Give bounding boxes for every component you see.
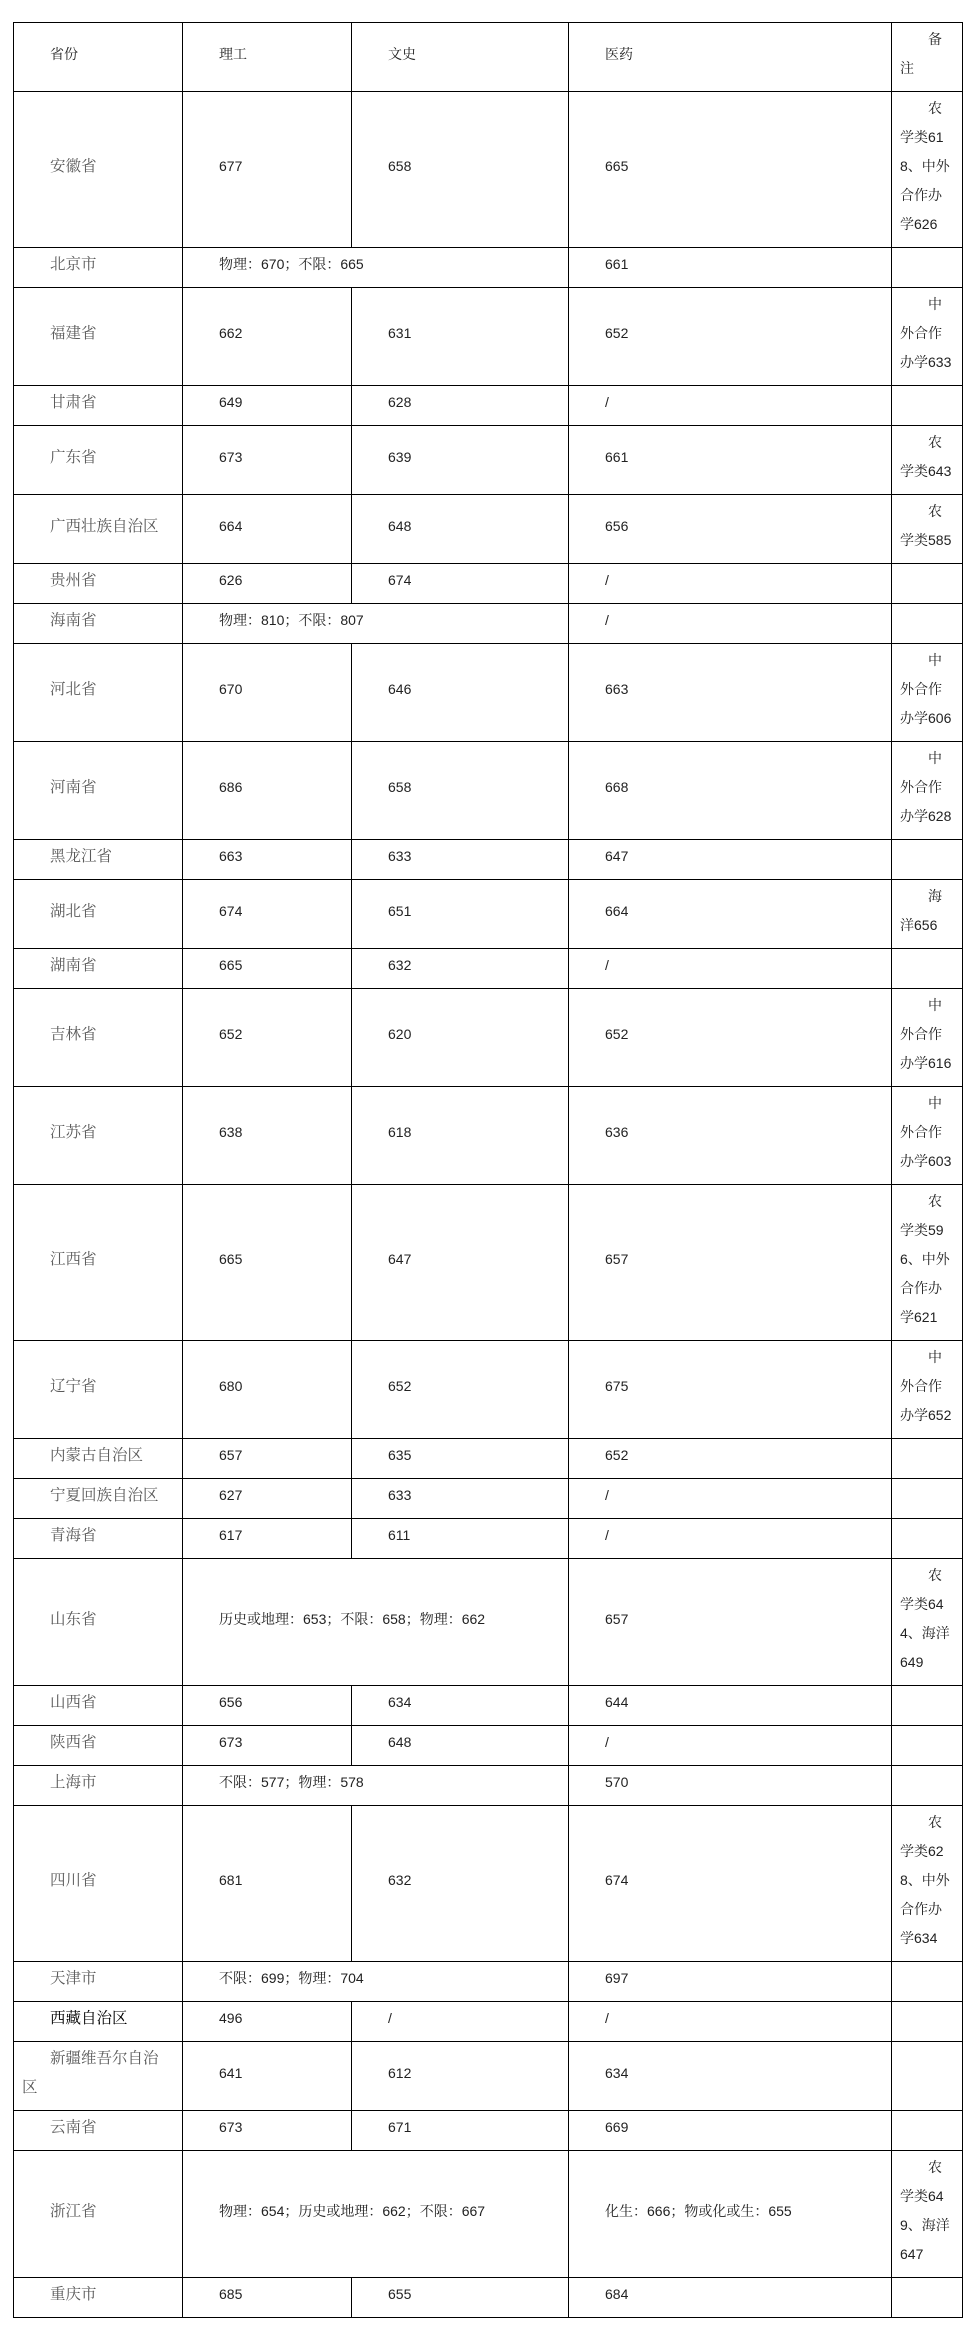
science-liberal-arts-combined-cell: 物理：810；不限：807 bbox=[183, 604, 569, 644]
table-row bbox=[14, 1185, 963, 1341]
medicine-score-cell: 664 bbox=[569, 880, 892, 949]
province-name: 西藏自治区 bbox=[50, 2010, 128, 2027]
province-cell bbox=[14, 840, 183, 880]
province-cell bbox=[14, 2002, 183, 2042]
province-cell bbox=[14, 2151, 183, 2278]
province-cell bbox=[14, 604, 183, 644]
science-liberal-arts-combined-cell: 物理：654；历史或地理：662；不限：667 bbox=[183, 2151, 569, 2278]
notes-cell bbox=[892, 1479, 963, 1519]
notes-cell: 中外合作办学606 bbox=[892, 644, 963, 742]
medicine-score-cell: / bbox=[569, 564, 892, 604]
liberal-arts-score-cell: 671 bbox=[352, 2111, 569, 2151]
notes-cell bbox=[892, 1726, 963, 1766]
liberal-arts-score-cell: 632 bbox=[352, 949, 569, 989]
province-name: 安徽省 bbox=[50, 158, 97, 175]
science-score-cell: 496 bbox=[183, 2002, 352, 2042]
table-row bbox=[14, 2002, 963, 2042]
table-row bbox=[14, 248, 963, 288]
liberal-arts-score-cell: 633 bbox=[352, 1479, 569, 1519]
province-name: 青海省 bbox=[50, 1527, 97, 1544]
province-name: 上海市 bbox=[50, 1774, 97, 1791]
medicine-score-cell: 661 bbox=[569, 248, 892, 288]
medicine-score-cell: 675 bbox=[569, 1341, 892, 1439]
science-score-cell: 657 bbox=[183, 1439, 352, 1479]
notes-cell bbox=[892, 1962, 963, 2002]
medicine-score-cell: 652 bbox=[569, 989, 892, 1087]
notes-cell bbox=[892, 949, 963, 989]
science-score-cell: 626 bbox=[183, 564, 352, 604]
table-row bbox=[14, 840, 963, 880]
medicine-score-cell: / bbox=[569, 1519, 892, 1559]
table-row bbox=[14, 1686, 963, 1726]
province-cell bbox=[14, 288, 183, 386]
province-name: 浙江省 bbox=[50, 2202, 97, 2220]
notes-cell bbox=[892, 564, 963, 604]
notes-cell bbox=[892, 2042, 963, 2111]
science-score-cell: 638 bbox=[183, 1087, 352, 1185]
header-province: 省份 bbox=[14, 23, 183, 92]
science-score-cell: 673 bbox=[183, 2111, 352, 2151]
notes-cell: 中外合作办学628 bbox=[892, 742, 963, 840]
liberal-arts-score-cell: 631 bbox=[352, 288, 569, 386]
notes-cell: 中外合作办学652 bbox=[892, 1341, 963, 1439]
province-cell bbox=[14, 1185, 183, 1341]
province-name: 天津市 bbox=[50, 1970, 97, 1987]
liberal-arts-score-cell: 674 bbox=[352, 564, 569, 604]
liberal-arts-score-cell: 658 bbox=[352, 742, 569, 840]
table-row bbox=[14, 1806, 963, 1962]
science-score-cell: 674 bbox=[183, 880, 352, 949]
notes-cell bbox=[892, 386, 963, 426]
medicine-score-cell: 684 bbox=[569, 2278, 892, 2318]
medicine-score-cell: / bbox=[569, 1479, 892, 1519]
notes-cell: 农学类585 bbox=[892, 495, 963, 564]
table-row bbox=[14, 288, 963, 386]
medicine-score-cell: 668 bbox=[569, 742, 892, 840]
province-name: 重庆市 bbox=[50, 2286, 97, 2303]
table-row bbox=[14, 1341, 963, 1439]
table-row bbox=[14, 989, 963, 1087]
medicine-score-cell: 656 bbox=[569, 495, 892, 564]
province-cell bbox=[14, 1439, 183, 1479]
province-cell bbox=[14, 495, 183, 564]
header-liberal-arts: 文史 bbox=[352, 23, 569, 92]
province-name: 湖北省 bbox=[50, 902, 97, 920]
science-score-cell: 641 bbox=[183, 2042, 352, 2111]
province-cell bbox=[14, 2111, 183, 2151]
liberal-arts-score-cell: 646 bbox=[352, 644, 569, 742]
liberal-arts-score-cell: 628 bbox=[352, 386, 569, 426]
medicine-score-cell: 652 bbox=[569, 288, 892, 386]
province-cell bbox=[14, 92, 183, 248]
liberal-arts-score-cell: 648 bbox=[352, 495, 569, 564]
liberal-arts-score-cell: 648 bbox=[352, 1726, 569, 1766]
province-name: 河北省 bbox=[50, 681, 97, 698]
table-row bbox=[14, 2278, 963, 2318]
notes-cell bbox=[892, 2111, 963, 2151]
province-name: 贵州省 bbox=[50, 572, 97, 589]
table-row bbox=[14, 1559, 963, 1686]
notes-cell: 农学类649、海洋647 bbox=[892, 2151, 963, 2278]
table-row bbox=[14, 604, 963, 644]
medicine-score-cell: / bbox=[569, 386, 892, 426]
liberal-arts-score-cell: 647 bbox=[352, 1185, 569, 1341]
science-liberal-arts-combined-cell: 物理：670；不限：665 bbox=[183, 248, 569, 288]
header-science: 理工 bbox=[183, 23, 352, 92]
table-row bbox=[14, 742, 963, 840]
medicine-score-cell: 657 bbox=[569, 1185, 892, 1341]
science-score-cell: 617 bbox=[183, 1519, 352, 1559]
liberal-arts-score-cell: 611 bbox=[352, 1519, 569, 1559]
province-name: 广西壮族自治区 bbox=[50, 517, 159, 535]
science-score-cell: 673 bbox=[183, 426, 352, 495]
science-score-cell: 662 bbox=[183, 288, 352, 386]
medicine-score-cell: 570 bbox=[569, 1766, 892, 1806]
table-row bbox=[14, 1962, 963, 2002]
table-row bbox=[14, 495, 963, 564]
science-score-cell: 670 bbox=[183, 644, 352, 742]
notes-cell bbox=[892, 248, 963, 288]
notes-cell: 中外合作办学603 bbox=[892, 1087, 963, 1185]
medicine-score-cell: 634 bbox=[569, 2042, 892, 2111]
province-cell bbox=[14, 949, 183, 989]
table-row bbox=[14, 564, 963, 604]
medicine-score-cell: 644 bbox=[569, 1686, 892, 1726]
province-cell bbox=[14, 426, 183, 495]
province-cell bbox=[14, 386, 183, 426]
science-liberal-arts-combined-cell: 不限：577；物理：578 bbox=[183, 1766, 569, 1806]
table-row bbox=[14, 1726, 963, 1766]
notes-cell: 海洋656 bbox=[892, 880, 963, 949]
notes-cell bbox=[892, 2278, 963, 2318]
science-score-cell: 656 bbox=[183, 1686, 352, 1726]
science-score-cell: 663 bbox=[183, 840, 352, 880]
medicine-score-cell: 657 bbox=[569, 1559, 892, 1686]
notes-cell bbox=[892, 2002, 963, 2042]
province-name: 山西省 bbox=[50, 1694, 97, 1711]
province-name: 黑龙江省 bbox=[50, 848, 113, 865]
table-row bbox=[14, 426, 963, 495]
province-name: 广东省 bbox=[50, 448, 97, 466]
notes-cell: 中外合作办学616 bbox=[892, 989, 963, 1087]
province-cell bbox=[14, 1519, 183, 1559]
table-header-row bbox=[14, 23, 963, 92]
province-name: 湖南省 bbox=[50, 957, 97, 974]
province-cell bbox=[14, 2278, 183, 2318]
medicine-score-cell: 697 bbox=[569, 1962, 892, 2002]
notes-cell bbox=[892, 604, 963, 644]
science-score-cell: 685 bbox=[183, 2278, 352, 2318]
province-cell bbox=[14, 1341, 183, 1439]
science-liberal-arts-combined-cell: 不限：699；物理：704 bbox=[183, 1962, 569, 2002]
province-cell bbox=[14, 1806, 183, 1962]
science-score-cell: 627 bbox=[183, 1479, 352, 1519]
province-cell bbox=[14, 880, 183, 949]
medicine-score-cell: 663 bbox=[569, 644, 892, 742]
liberal-arts-score-cell: 612 bbox=[352, 2042, 569, 2111]
science-score-cell: 652 bbox=[183, 989, 352, 1087]
table-row bbox=[14, 1479, 963, 1519]
province-cell bbox=[14, 1766, 183, 1806]
liberal-arts-score-cell: 658 bbox=[352, 92, 569, 248]
province-name: 北京市 bbox=[50, 256, 97, 273]
province-cell bbox=[14, 1559, 183, 1686]
province-cell bbox=[14, 742, 183, 840]
medicine-score-cell: / bbox=[569, 604, 892, 644]
notes-cell: 农学类618、中外合作办学626 bbox=[892, 92, 963, 248]
medicine-score-cell: 化生：666；物或化或生：655 bbox=[569, 2151, 892, 2278]
province-name: 江西省 bbox=[50, 1251, 97, 1268]
medicine-score-cell: 647 bbox=[569, 840, 892, 880]
science-score-cell: 664 bbox=[183, 495, 352, 564]
province-cell bbox=[14, 1479, 183, 1519]
province-name: 四川省 bbox=[50, 1872, 97, 1889]
science-score-cell: 665 bbox=[183, 949, 352, 989]
province-cell bbox=[14, 2042, 183, 2111]
table-row bbox=[14, 92, 963, 248]
medicine-score-cell: 674 bbox=[569, 1806, 892, 1962]
province-name: 甘肃省 bbox=[50, 394, 97, 411]
notes-cell bbox=[892, 1519, 963, 1559]
table-row bbox=[14, 2151, 963, 2278]
liberal-arts-score-cell: 652 bbox=[352, 1341, 569, 1439]
notes-cell bbox=[892, 840, 963, 880]
liberal-arts-score-cell: 633 bbox=[352, 840, 569, 880]
province-cell bbox=[14, 1087, 183, 1185]
province-name: 辽宁省 bbox=[50, 1378, 97, 1395]
province-cell bbox=[14, 989, 183, 1087]
medicine-score-cell: 636 bbox=[569, 1087, 892, 1185]
province-name: 海南省 bbox=[50, 612, 97, 629]
province-cell bbox=[14, 564, 183, 604]
liberal-arts-score-cell: 634 bbox=[352, 1686, 569, 1726]
province-name: 内蒙古自治区 bbox=[50, 1447, 144, 1464]
table-row bbox=[14, 1087, 963, 1185]
notes-cell bbox=[892, 1686, 963, 1726]
medicine-score-cell: 661 bbox=[569, 426, 892, 495]
table-row bbox=[14, 880, 963, 949]
header-medicine: 医药 bbox=[569, 23, 892, 92]
science-score-cell: 665 bbox=[183, 1185, 352, 1341]
notes-cell: 农学类628、中外合作办学634 bbox=[892, 1806, 963, 1962]
science-liberal-arts-combined-cell: 历史或地理：653；不限：658；物理：662 bbox=[183, 1559, 569, 1686]
province-cell bbox=[14, 644, 183, 742]
medicine-score-cell: 652 bbox=[569, 1439, 892, 1479]
table-row bbox=[14, 644, 963, 742]
province-cell bbox=[14, 1726, 183, 1766]
liberal-arts-score-cell: 635 bbox=[352, 1439, 569, 1479]
science-score-cell: 649 bbox=[183, 386, 352, 426]
liberal-arts-score-cell: 655 bbox=[352, 2278, 569, 2318]
admission-scores-table bbox=[13, 22, 963, 2318]
liberal-arts-score-cell: 651 bbox=[352, 880, 569, 949]
medicine-score-cell: 669 bbox=[569, 2111, 892, 2151]
province-name: 河南省 bbox=[50, 779, 97, 796]
science-score-cell: 673 bbox=[183, 1726, 352, 1766]
table-row bbox=[14, 1766, 963, 1806]
notes-cell: 中外合作办学633 bbox=[892, 288, 963, 386]
province-name: 陕西省 bbox=[50, 1734, 97, 1751]
notes-cell bbox=[892, 1439, 963, 1479]
liberal-arts-score-cell: / bbox=[352, 2002, 569, 2042]
medicine-score-cell: / bbox=[569, 2002, 892, 2042]
science-score-cell: 686 bbox=[183, 742, 352, 840]
science-score-cell: 680 bbox=[183, 1341, 352, 1439]
liberal-arts-score-cell: 618 bbox=[352, 1087, 569, 1185]
province-name: 山东省 bbox=[50, 1610, 97, 1628]
table-row bbox=[14, 2111, 963, 2151]
science-score-cell: 677 bbox=[183, 92, 352, 248]
province-name: 宁夏回族自治区 bbox=[50, 1487, 159, 1504]
notes-cell: 农学类643 bbox=[892, 426, 963, 495]
medicine-score-cell: / bbox=[569, 949, 892, 989]
liberal-arts-score-cell: 639 bbox=[352, 426, 569, 495]
table-row bbox=[14, 1519, 963, 1559]
province-cell bbox=[14, 1686, 183, 1726]
science-score-cell: 681 bbox=[183, 1806, 352, 1962]
province-name: 福建省 bbox=[50, 325, 97, 342]
province-cell bbox=[14, 1962, 183, 2002]
medicine-score-cell: 665 bbox=[569, 92, 892, 248]
header-notes: 备注 bbox=[892, 23, 963, 92]
liberal-arts-score-cell: 620 bbox=[352, 989, 569, 1087]
province-cell bbox=[14, 248, 183, 288]
table-row bbox=[14, 949, 963, 989]
table-row bbox=[14, 386, 963, 426]
notes-cell bbox=[892, 1766, 963, 1806]
province-name: 新疆维吾尔自治区 bbox=[22, 2050, 159, 2096]
medicine-score-cell: / bbox=[569, 1726, 892, 1766]
liberal-arts-score-cell: 632 bbox=[352, 1806, 569, 1962]
province-name: 江苏省 bbox=[50, 1124, 97, 1141]
table-row bbox=[14, 1439, 963, 1479]
table-row bbox=[14, 2042, 963, 2111]
notes-cell: 农学类644、海洋649 bbox=[892, 1559, 963, 1686]
province-name: 云南省 bbox=[50, 2119, 97, 2136]
province-name: 吉林省 bbox=[50, 1026, 97, 1043]
notes-cell: 农学类596、中外合作办学621 bbox=[892, 1185, 963, 1341]
